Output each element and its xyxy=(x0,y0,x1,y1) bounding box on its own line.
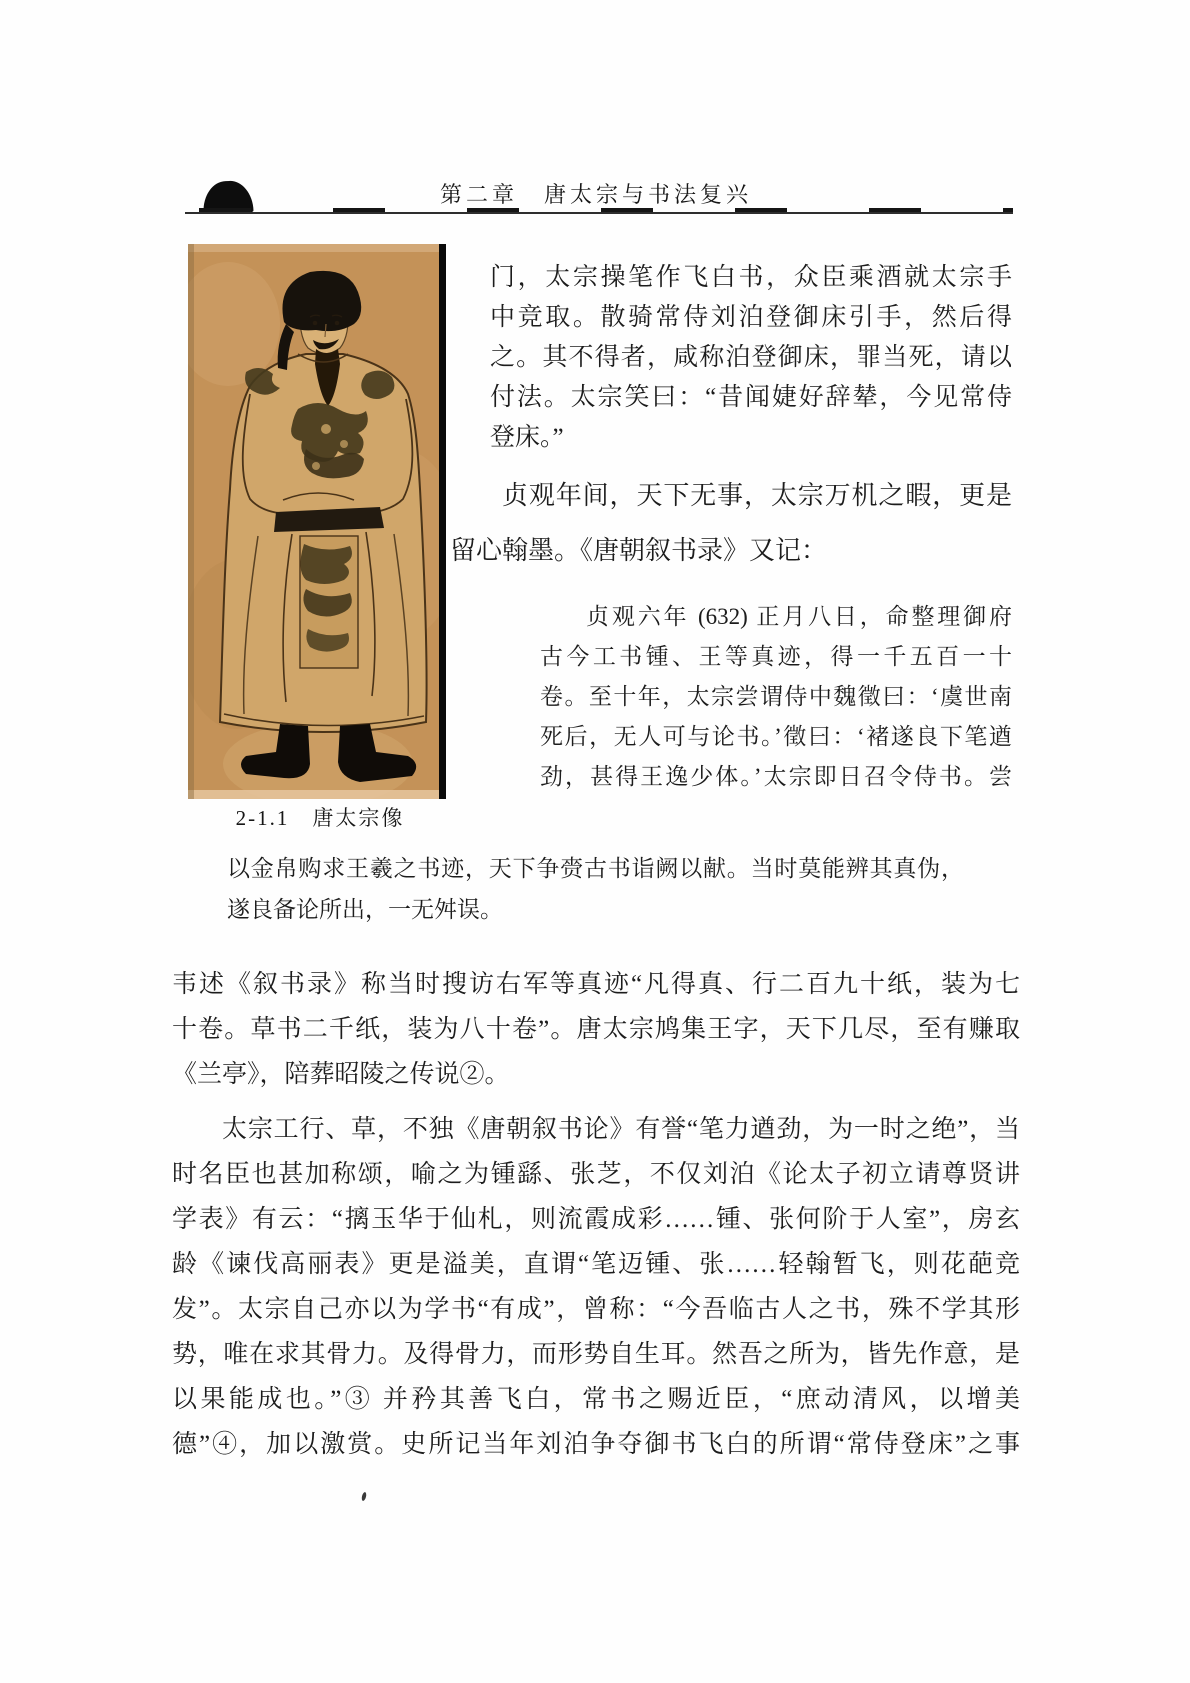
text-line: 龄《谏伐高丽表》更是溢美，直谓“笔迈锺、张……轻翰暂飞，则花葩竞 xyxy=(172,1251,1020,1278)
text-line: 贞观六年 (632) 正月八日，命整理御府 xyxy=(586,604,1012,629)
quote-block-1 xyxy=(490,258,1012,458)
text-line: 势，唯在求其骨力。及得骨力，而形势自生耳。然吾之所为，皆先作意，是 xyxy=(172,1341,1020,1368)
scan-speck xyxy=(361,1492,367,1502)
text-line: 以果能成也。”③ 并矜其善飞白，常书之赐近臣，“庶动清风，以增美 xyxy=(172,1386,1020,1413)
text-line: 古今工书锺、王等真迹，得一千五百一十 xyxy=(540,644,1012,669)
text-line: 卷。至十年，太宗尝谓侍中魏徵曰：‘虞世南 xyxy=(540,684,1012,709)
text-line: 付法。太宗笑曰：“昔闻婕好辞辇，今见常侍 xyxy=(490,384,1012,411)
text-line: 以金帛购求王羲之书迹，天下争赍古书诣阙以献。当时莫能辨其真伪， xyxy=(227,856,964,881)
text-line: 贞观年间，天下无事，太宗万机之暇，更是 xyxy=(502,481,1012,510)
text-line: 登床。” xyxy=(490,424,564,451)
quote-block-2-beside-figure xyxy=(540,597,1012,797)
text-line: 学表》有云：“摛玉华于仙札，则流霞成彩……锺、张何阶于人室”，房玄 xyxy=(172,1206,1020,1233)
text-line: 韦述《叙书录》称当时搜访右军等真迹“凡得真、行二百九十纸，装为七 xyxy=(172,971,1020,998)
text-line: 十卷。草书二千纸，装为八十卷”。唐太宗鸠集王字，天下几尽，至有赚取 xyxy=(172,1016,1020,1043)
para-weishu xyxy=(172,962,1020,1097)
text-line: 门，太宗操笔作飞白书，众臣乘酒就太宗手 xyxy=(490,264,1012,291)
text-line: 劲，甚得王逸少体。’太宗即日召令侍书。尝 xyxy=(540,764,1012,789)
figure-caption: 2-1.1 唐太宗像 xyxy=(235,806,405,830)
portrait-image xyxy=(188,244,446,799)
text-line: 中竞取。散骑常侍刘泊登御床引手，然后得 xyxy=(490,304,1012,331)
text-line: 留心翰墨。《唐朝叙书录》又记： xyxy=(450,536,828,565)
text-line: 时名臣也甚加称颂，喻之为锺繇、张芝，不仅刘泊《论太子初立请尊贤讲 xyxy=(172,1161,1020,1188)
text-line: 之。其不得者，咸称泊登御床，罪当死，请以 xyxy=(490,344,1012,371)
text-line: 发”。太宗自己亦以为学书“有成”，曾称：“今吾临古人之书，殊不学其形 xyxy=(172,1296,1020,1323)
header-rule xyxy=(185,208,1013,214)
text-line: 死后，无人可与论书。’徵曰：‘褚遂良下笔遒 xyxy=(540,724,1012,749)
text-line: 遂良备论所出，一无舛误。 xyxy=(227,897,503,922)
chapter-header: 第二章 唐太宗与书法复兴 xyxy=(439,182,752,207)
para-taizong xyxy=(172,1107,1020,1467)
quote-block-2-full-width xyxy=(227,848,964,930)
para-intro xyxy=(450,468,1012,578)
text-line: 德”④，加以激赏。史所记当年刘泊争夺御书飞白的所谓“常侍登床”之事 xyxy=(172,1431,1020,1458)
text-line: 《兰亭》，陪葬昭陵之传说②。 xyxy=(172,1061,510,1088)
tang-taizong-portrait-illustration xyxy=(188,244,446,799)
text-line: 太宗工行、草，不独《唐朝叙书论》有誉“笔力遒劲，为一时之绝”，当 xyxy=(222,1116,1020,1143)
